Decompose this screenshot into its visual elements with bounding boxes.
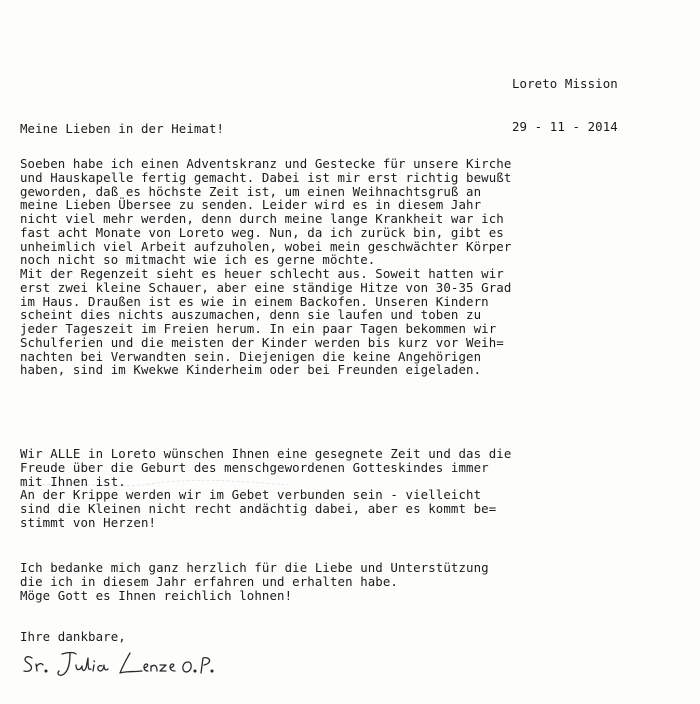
text-line: An der Krippe werden wir im Gebet verbunden sein - vielleicht	[20, 487, 482, 503]
letter-header	[512, 49, 692, 162]
text-line: Mit der Regenzeit sieht es heuer schlecht aus. Soweit hatten wir	[20, 266, 504, 281]
text-line: erst zwei kleine Schauer, aber eine ständige Hitze von 30-35 Grad	[20, 279, 512, 295]
letter-closing: Ihre dankbare,	[20, 629, 126, 644]
text-line: nicht viel mehr werden, denn durch meine lange Krankheit war ich	[20, 211, 504, 226]
letter-place: Loreto Mission	[512, 76, 618, 92]
text-line: unheimlich viel Arbeit aufzuholen, wobei mein geschwächter Körper	[20, 238, 512, 254]
text-line: die ich in diesem Jahr erfahren und erhalten habe.	[20, 573, 398, 589]
letter-date: 29 - 11 - 2014	[512, 118, 618, 134]
text-line: Möge Gott es Ihnen reichlich lohnen!	[20, 587, 293, 603]
text-line: mit Ihnen ist.	[20, 473, 126, 489]
text-line: nachten bei Verwandten sein. Diejenigen die keine Angehörigen	[20, 348, 482, 364]
text-line: stimmt von Herzen!	[20, 514, 157, 530]
text-line: meine Lieben Übersee zu senden. Leider wird es in diesem Jahr	[20, 197, 482, 213]
text-line: Ich bedanke mich ganz herzlich für die Liebe und Unterstützung	[20, 560, 489, 575]
text-line: jeder Tageszeit im Freien herum. In ein paar Tagen bekommen wir	[20, 321, 497, 336]
text-line: Wir ALLE in Loreto wünschen Ihnen eine gesegnete Zeit und das die	[20, 446, 512, 461]
text-line: im Haus. Draußen ist es wie in einem Backofen. Unseren Kindern	[20, 293, 489, 309]
paragraph-1	[20, 157, 688, 377]
letter-salutation: Meine Lieben in der Heimat!	[20, 121, 225, 136]
paragraph-3	[20, 561, 688, 602]
text-line: noch nicht so mitmacht wie ich es gerne möchte.	[20, 252, 376, 268]
text-line: Freude über die Geburt des menschgewordenen Gotteskindes immer	[20, 459, 489, 475]
text-line: fast acht Monate von Loreto weg. Nun, da ich zurück bin, gibt es	[20, 224, 504, 240]
text-line: geworden, daß es höchste Zeit ist, um einen Weihnachtsgruß an	[20, 183, 482, 199]
text-line: Schulferien und die meisten der Kinder werden bis kurz vor Weih=	[20, 334, 504, 350]
text-line: scheint dies nichts auszumachen, denn sie laufen und toben zu	[20, 307, 482, 323]
text-line: Soeben habe ich einen Adventskranz und Gestecke für unsere Kirche	[20, 156, 512, 171]
text-line: sind die Kleinen nicht recht andächtig dabei, aber es kommt be=	[20, 501, 497, 516]
handwritten-signature	[18, 640, 238, 682]
paragraph-2	[20, 447, 688, 530]
text-line: und Hauskapelle fertig gemacht. Dabei ist mir erst richtig bewußt	[20, 169, 512, 185]
text-line: haben, sind im Kwekwe Kinderheim oder bei Freunden eigeladen.	[20, 362, 482, 378]
